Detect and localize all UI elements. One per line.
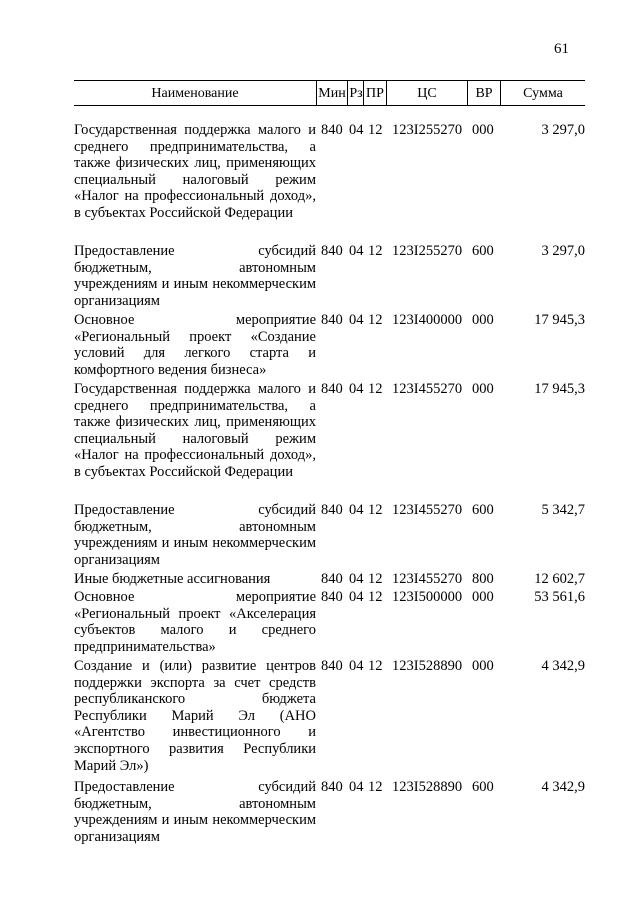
row-vr: 600: [472, 502, 494, 518]
row-name: Предоставление субсидий бюджетным, автономным учреждениям и иным некоммерческим организациям: [74, 243, 316, 309]
column-header-vr: ВР: [475, 86, 493, 101]
column-header-pr: ПР: [366, 86, 384, 101]
row-vr: 000: [472, 381, 494, 397]
row-rz: 04: [349, 589, 364, 605]
row-sum: 4 342,9: [541, 658, 585, 674]
row-rz: 04: [349, 122, 364, 138]
row-sum: 4 342,9: [541, 779, 585, 795]
column-header-sum: Сумма: [523, 86, 563, 101]
row-sum: 3 297,0: [541, 122, 585, 138]
row-min: 840: [321, 122, 343, 138]
row-pr: 12: [368, 243, 383, 259]
row-cs: 123I528890: [392, 779, 463, 795]
column-header-rz: Рз: [349, 86, 363, 101]
row-min: 840: [321, 779, 343, 795]
row-name: Предоставление субсидий бюджетным, автономным учреждениям и иным некоммерческим организациям: [74, 502, 316, 568]
row-pr: 12: [368, 381, 383, 397]
row-min: 840: [321, 658, 343, 674]
row-rz: 04: [349, 571, 364, 587]
column-header-min: Мин: [318, 86, 346, 101]
row-vr: 800: [472, 571, 494, 587]
row-pr: 12: [368, 502, 383, 518]
row-cs: 123I400000: [392, 312, 463, 328]
row-pr: 12: [368, 571, 383, 587]
row-rz: 04: [349, 779, 364, 795]
row-vr: 000: [472, 122, 494, 138]
row-name: Государственная поддержка малого и среднего предпринимательства, а также физических лиц, применяющих специальный налоговый режим «Налог на профессиональный доход», в субъектах Российской Федерации: [74, 122, 316, 221]
row-rz: 04: [349, 658, 364, 674]
row-min: 840: [321, 502, 343, 518]
row-rz: 04: [349, 381, 364, 397]
row-pr: 12: [368, 589, 383, 605]
row-cs: 123I528890: [392, 658, 463, 674]
row-sum: 5 342,7: [541, 502, 585, 518]
row-cs: 123I500000: [392, 589, 463, 605]
row-min: 840: [321, 312, 343, 328]
page-number: 61: [554, 41, 569, 57]
row-name: Создание и (или) развитие центров поддержки экспорта за счет средств республиканского бюджета Республики Марий Эл (АНО «Агентство инвестиционного и экспортного развития Республики Марий Эл»): [74, 658, 316, 774]
row-name: Иные бюджетные ассигнования: [74, 571, 271, 587]
row-vr: 000: [472, 589, 494, 605]
row-min: 840: [321, 381, 343, 397]
row-sum: 17 945,3: [534, 381, 585, 397]
row-name: Предоставление субсидий бюджетным, автономным учреждениям и иным некоммерческим организациям: [74, 779, 316, 845]
row-sum: 12 602,7: [534, 571, 585, 587]
row-pr: 12: [368, 122, 383, 138]
row-min: 840: [321, 571, 343, 587]
row-sum: 3 297,0: [541, 243, 585, 259]
row-rz: 04: [349, 502, 364, 518]
row-pr: 12: [368, 779, 383, 795]
row-vr: 000: [472, 658, 494, 674]
table-header-top-rule: [74, 80, 585, 81]
row-vr: 600: [472, 779, 494, 795]
row-cs: 123I255270: [392, 122, 463, 138]
row-cs: 123I455270: [392, 571, 463, 587]
row-sum: 53 561,6: [534, 589, 585, 605]
row-name: Основное мероприятие «Региональный проект «Создание условий для легкого старта и комфортного ведения бизнеса»: [74, 312, 316, 378]
row-rz: 04: [349, 312, 364, 328]
row-cs: 123I255270: [392, 243, 463, 259]
column-header-name: Наименование: [151, 86, 239, 101]
row-pr: 12: [368, 658, 383, 674]
row-rz: 04: [349, 243, 364, 259]
row-cs: 123I455270: [392, 381, 463, 397]
row-vr: 600: [472, 243, 494, 259]
row-min: 840: [321, 243, 343, 259]
row-min: 840: [321, 589, 343, 605]
row-cs: 123I455270: [392, 502, 463, 518]
column-header-cs: ЦС: [417, 86, 437, 101]
row-pr: 12: [368, 312, 383, 328]
row-name: Основное мероприятие «Региональный проект «Акселерация субъектов малого и среднего предпринимательства»: [74, 589, 316, 655]
row-vr: 000: [472, 312, 494, 328]
table-header-bottom-rule: [74, 105, 585, 106]
row-name: Государственная поддержка малого и среднего предпринимательства, а также физических лиц, применяющих специальный налоговый режим «Налог на профессиональный доход», в субъектах Российской Федерации: [74, 381, 316, 480]
row-sum: 17 945,3: [534, 312, 585, 328]
